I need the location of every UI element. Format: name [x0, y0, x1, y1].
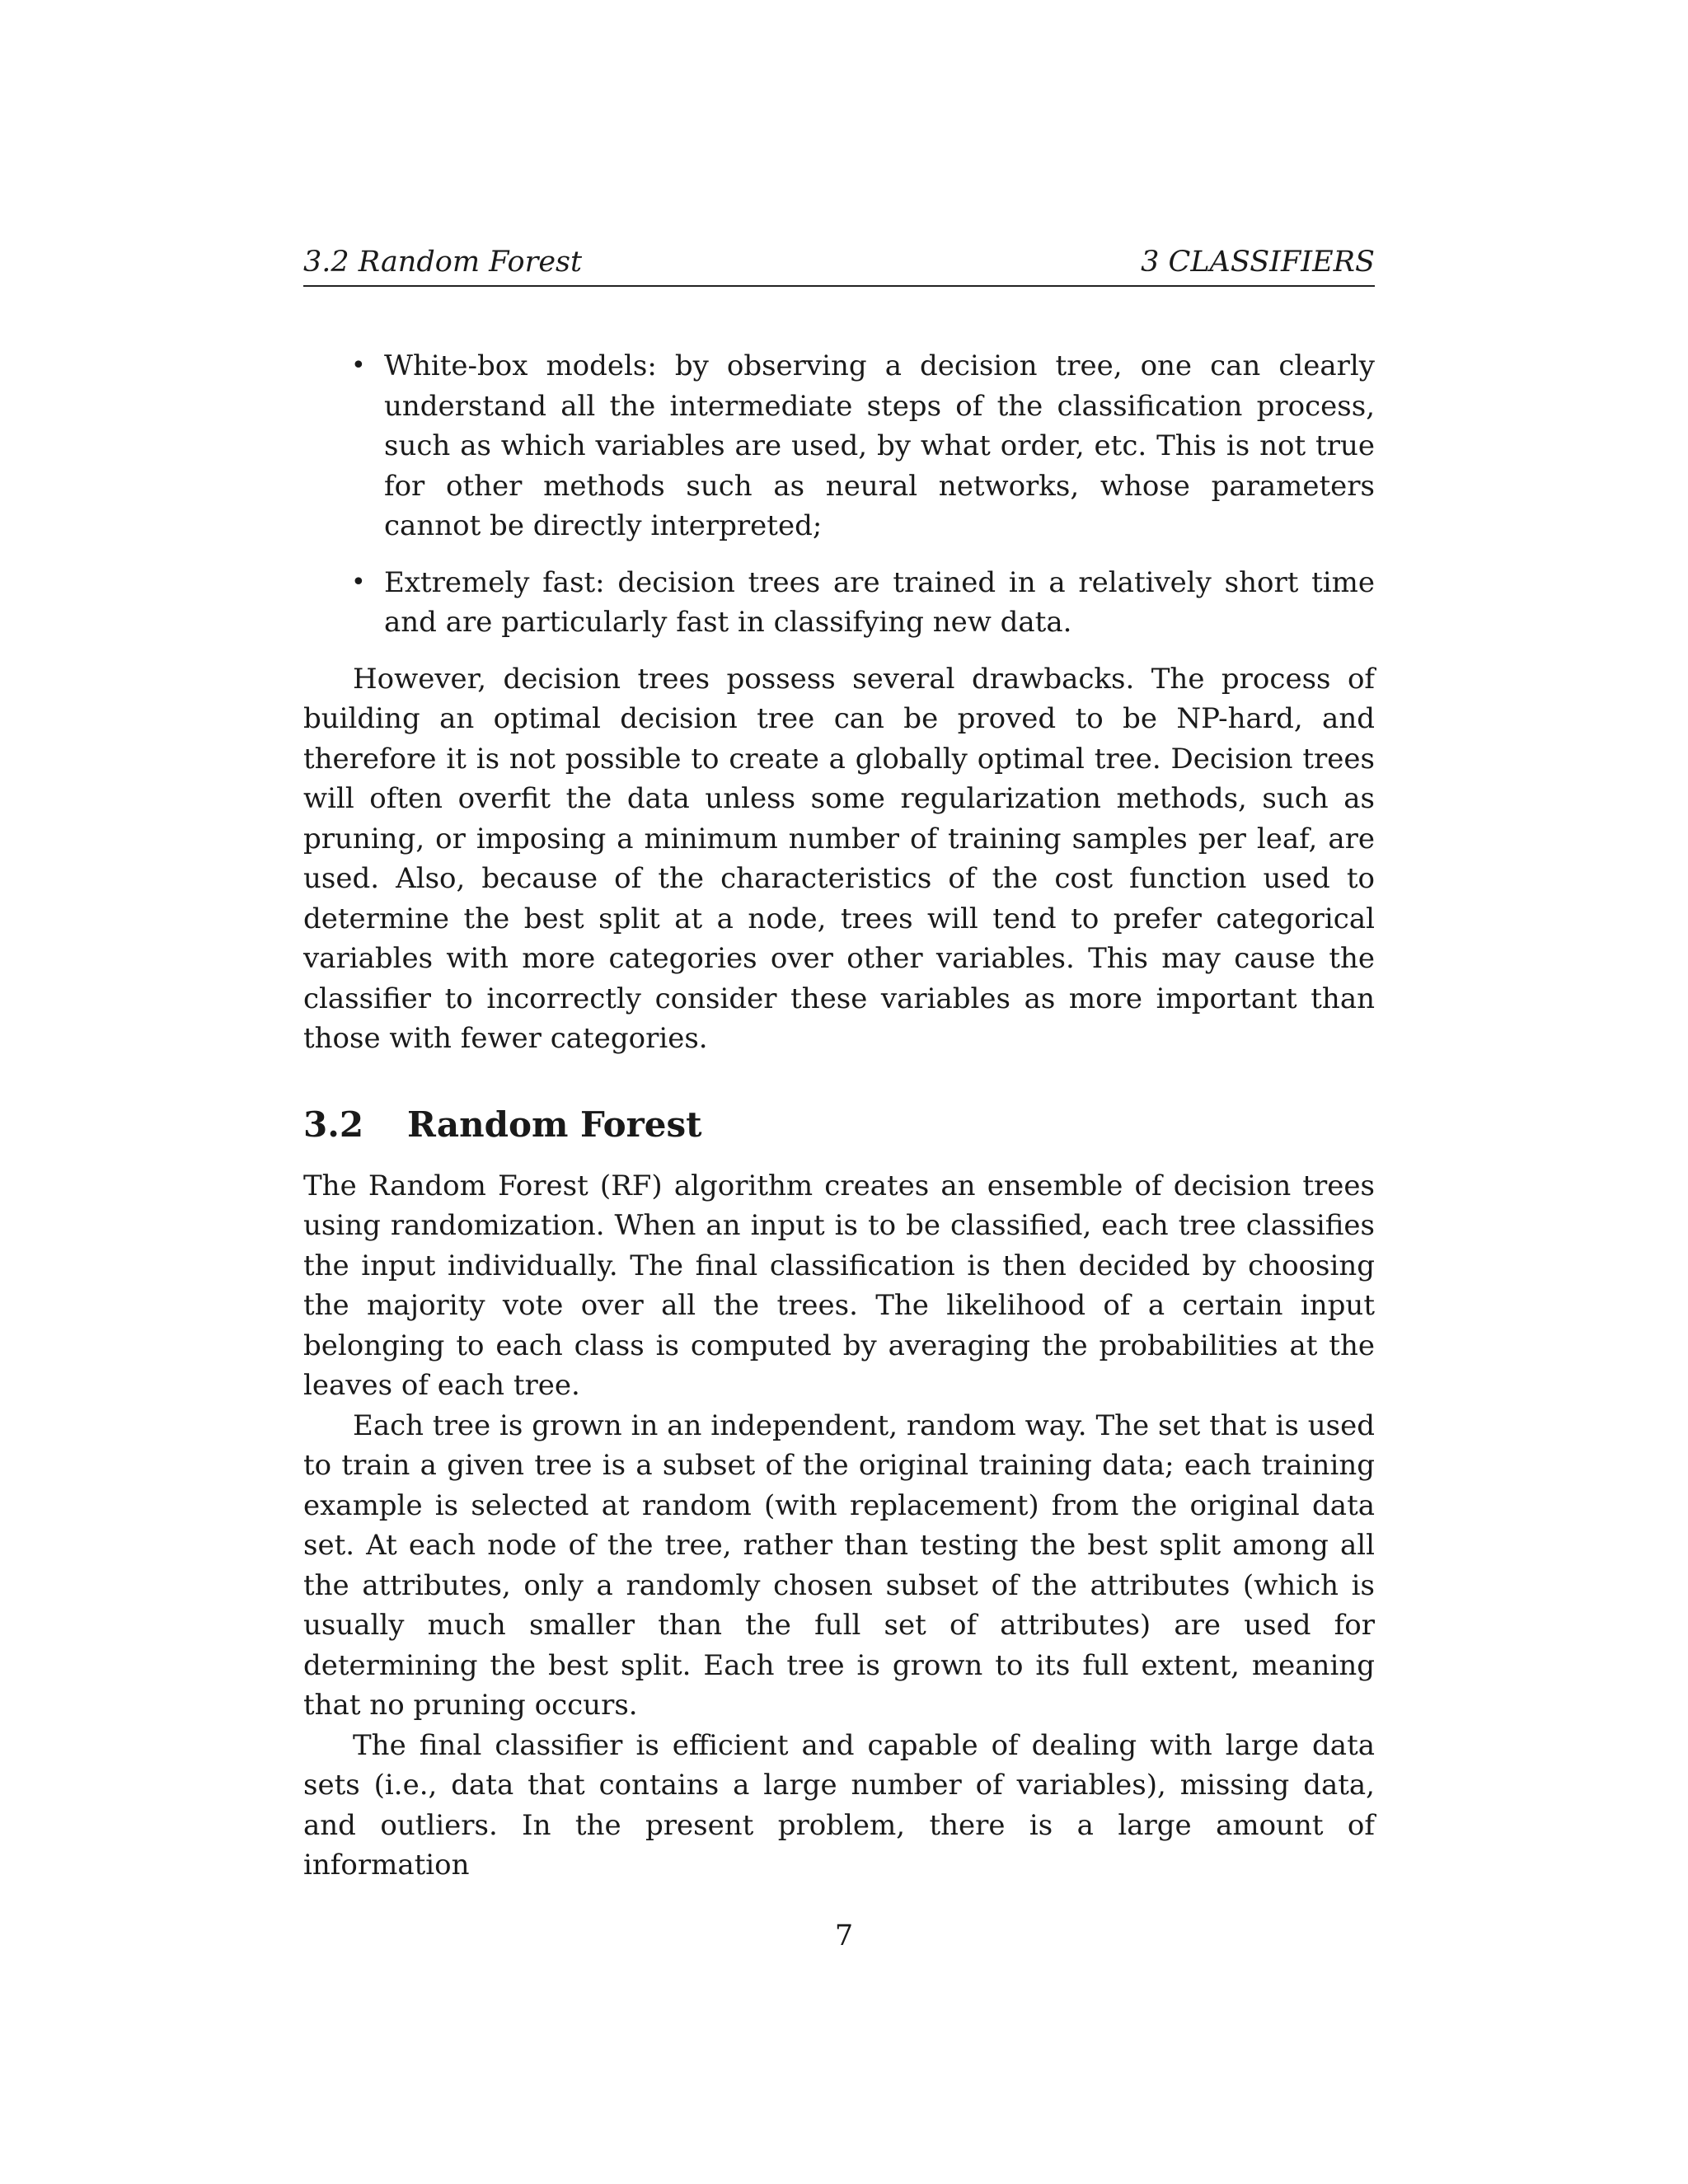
running-header: [303, 241, 1375, 284]
bullet-item-fast: [303, 563, 1375, 643]
bullet-text: White-box models: by observing a decision tree, one can clearly understand all the intermediate steps of the classification process, such as which variables are used, by what order, etc. This is not true for other methods such as neural networks, whose parameters cannot be directly interpreted;: [384, 349, 1375, 542]
bullet-icon: •: [351, 567, 366, 597]
section-heading: [303, 1102, 1375, 1148]
page-number: 7: [834, 1919, 854, 1952]
bullet-item-white-box: [303, 346, 1375, 546]
running-header-chapter: 3 CLASSIFIERS: [1141, 246, 1375, 279]
bullet-text: Extremely fast: decision trees are trained in a relatively short time and are particularly fast in classifying new data.: [384, 565, 1375, 639]
running-header-section: 3.2 Random Forest: [303, 246, 583, 279]
paragraph-rf-efficiency: The final classifier is efficient and capable of dealing with large data sets (i.e., data that contains a large number of variables), missing data, and outliers. In the present problem, there is a large amount of information: [303, 1728, 1375, 1882]
paragraph-drawbacks: However, decision trees possess several drawbacks. The process of building an optimal decision tree can be proved to be NP-hard, and therefore it is not possible to create a globally optimal tree. Decision trees will often overfit the data unless some regularization methods, such as pruning, or imposing a minimum number of training samples per leaf, are used. Also, because of the characteristics of the cost function used to determine the best split at a node, trees will tend to prefer categorical variables with more categories over other variables. This may cause the classifier to incorrectly consider these variables as more important than those with fewer categories.: [303, 662, 1375, 1055]
section-title: Random Forest: [407, 1104, 702, 1145]
paragraph-rf-intro: The Random Forest (RF) algorithm creates an ensemble of decision trees using randomization. When an input is to be classified, each tree classifies the input individually. The final classification is then decided by choosing the majority vote over all the trees. The likelihood of a certain input belonging to each class is computed by averaging the probabilities at the leaves of each tree.: [303, 1169, 1375, 1402]
bullet-icon: •: [351, 351, 366, 380]
header-rule: [303, 285, 1375, 287]
section-number: 3.2: [303, 1104, 364, 1145]
bullet-list: [303, 346, 1375, 643]
paragraph-rf-growth: Each tree is grown in an independent, random way. The set that is used to train a given tree is a subset of the original training data; each training example is selected at random (with replacement) from the original data set. At each node of the tree, rather than testing the best split among all the attributes, only a randomly chosen subset of the attributes (which is usually much smaller than the full set of attributes) are used for determining the best split. Each tree is grown to its full extent, meaning that no pruning occurs.: [303, 1408, 1375, 1722]
body-text: [303, 346, 1375, 1886]
